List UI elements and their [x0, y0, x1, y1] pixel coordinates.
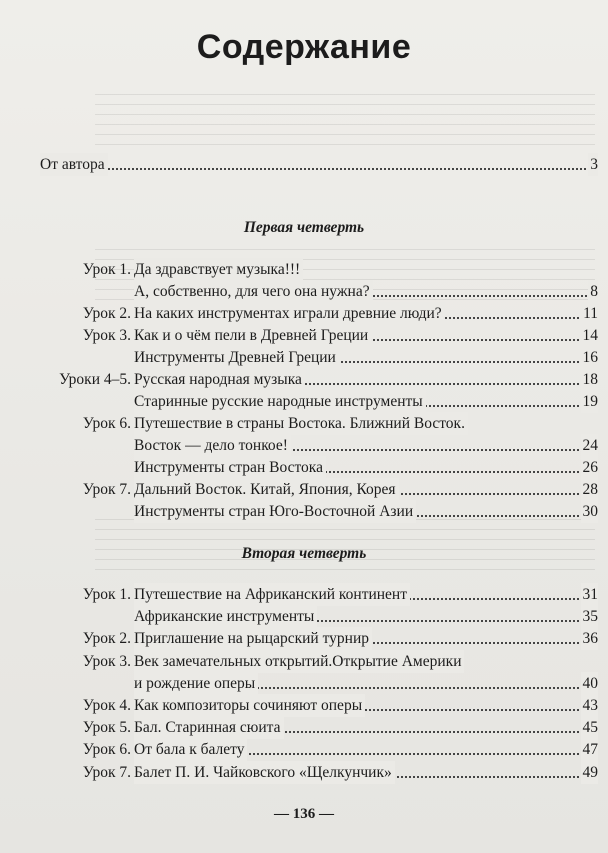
toc-page-number: 8 — [588, 280, 598, 303]
toc-row-author — [0, 153, 608, 176]
page-title: Содержание — [196, 28, 412, 66]
toc-lesson-label: Урок 1. — [82, 261, 131, 278]
toc-entry-text: От автора — [40, 153, 108, 176]
toc-page-number: 40 — [581, 672, 599, 695]
toc-row — [0, 583, 608, 606]
section-heading: Вторая четверть — [241, 545, 367, 562]
toc-row — [0, 258, 608, 281]
page-footer-number: — 136 — — [274, 806, 334, 822]
toc-entry-text: Африканские инструменты — [134, 605, 317, 628]
toc-lesson-label: Урок 3. — [82, 652, 131, 670]
sheet-music-watermark — [95, 85, 595, 145]
toc-row — [0, 280, 608, 303]
toc-lesson-label: Урок 1. — [82, 586, 131, 603]
toc-lesson-label: Урок 5. — [82, 719, 131, 737]
toc-lesson-label: Уроки 4–5. — [59, 371, 131, 388]
toc-lesson-label: Урок 3. — [82, 327, 131, 344]
toc-row — [0, 434, 608, 457]
toc-row — [0, 605, 608, 628]
toc-page-number: 18 — [581, 368, 599, 391]
toc-lesson-label: Урок 7. — [82, 481, 131, 498]
toc-entry-text: и рождение оперы — [134, 672, 258, 695]
toc-entry-text: На каких инструментах играли древние люди? — [134, 302, 445, 325]
toc-row — [0, 390, 608, 413]
toc-lesson-label: Урок 7. — [82, 763, 131, 781]
toc-row — [0, 324, 608, 347]
toc-row — [0, 672, 608, 695]
toc-page-number: 31 — [581, 583, 599, 606]
toc-entry-text: А, собственно, для чего она нужна? — [134, 280, 373, 303]
toc-row — [0, 650, 608, 673]
toc-page-number: 19 — [581, 390, 599, 413]
toc-row — [0, 738, 608, 761]
toc-lesson-label: Урок 6. — [82, 415, 131, 432]
toc-entry-text: Балет П. И. Чайковского «Щелкунчик» — [134, 761, 395, 784]
toc-page-number: 49 — [581, 761, 599, 784]
toc-page-number: 11 — [581, 302, 598, 325]
toc-page-number: 35 — [581, 605, 599, 628]
toc-page-number: 3 — [588, 153, 598, 176]
toc-page-number: 36 — [581, 627, 599, 650]
section-heading: Первая четверть — [243, 219, 365, 236]
toc-entry-text: Инструменты Древней Греции — [134, 346, 339, 369]
toc-page-number: 47 — [581, 738, 599, 761]
toc-entry-text: От бала к балету — [134, 738, 247, 761]
toc-row — [0, 456, 608, 479]
toc-entry-text: Приглашение на рыцарский турнир — [134, 627, 372, 650]
toc-row — [0, 346, 608, 369]
toc-row — [0, 761, 608, 784]
toc-row — [0, 368, 608, 391]
toc-row — [0, 478, 608, 501]
toc-page-number: 16 — [581, 346, 599, 369]
toc-page-number: 30 — [581, 500, 599, 523]
toc-lesson-label: Урок 6. — [82, 741, 131, 759]
toc-row — [0, 500, 608, 523]
toc-entry-text: Старинные русские народные инструменты — [134, 390, 426, 413]
toc-entry-text: Как и о чём пели в Древней Греции — [134, 324, 371, 347]
toc-page-number: 28 — [581, 478, 599, 501]
toc-page-number: 43 — [581, 694, 599, 717]
toc-page-number: 24 — [581, 434, 599, 457]
toc-page-number: 45 — [581, 716, 599, 739]
toc-entry-text: Да здравствует музыка!!! — [134, 258, 303, 281]
toc-row — [0, 302, 608, 325]
toc-entry-text: Инструменты стран Востока — [134, 456, 326, 479]
toc-entry-text: Как композиторы сочиняют оперы — [134, 694, 365, 717]
toc-row — [0, 716, 608, 739]
toc-entry-text: Инструменты стран Юго-Восточной Азии — [134, 500, 416, 523]
toc-entry-text: Русская народная музыка — [134, 368, 305, 391]
toc-page-number: 26 — [581, 456, 599, 479]
toc-entry-text: Восток — дело тонкое! — [134, 434, 291, 457]
toc-lesson-label: Урок 2. — [82, 630, 131, 648]
toc-entry-text: Путешествие в страны Востока. Ближний Восток. — [134, 412, 468, 435]
toc-lesson-label: Урок 2. — [82, 305, 131, 322]
toc-entry-text: Век замечательных открытий.Открытие Америки — [134, 650, 464, 673]
toc-entry-text: Путешествие на Африканский континент — [134, 583, 410, 606]
toc-row — [0, 412, 608, 435]
dot-leader — [40, 168, 594, 170]
toc-entry-text: Бал. Старинная сюита — [134, 716, 284, 739]
toc-lesson-label: Урок 4. — [82, 697, 131, 714]
toc-row — [0, 627, 608, 650]
toc-entry-text: Дальний Восток. Китай, Япония, Корея — [134, 478, 399, 501]
toc-row — [0, 694, 608, 717]
toc-page-number: 14 — [581, 324, 599, 347]
